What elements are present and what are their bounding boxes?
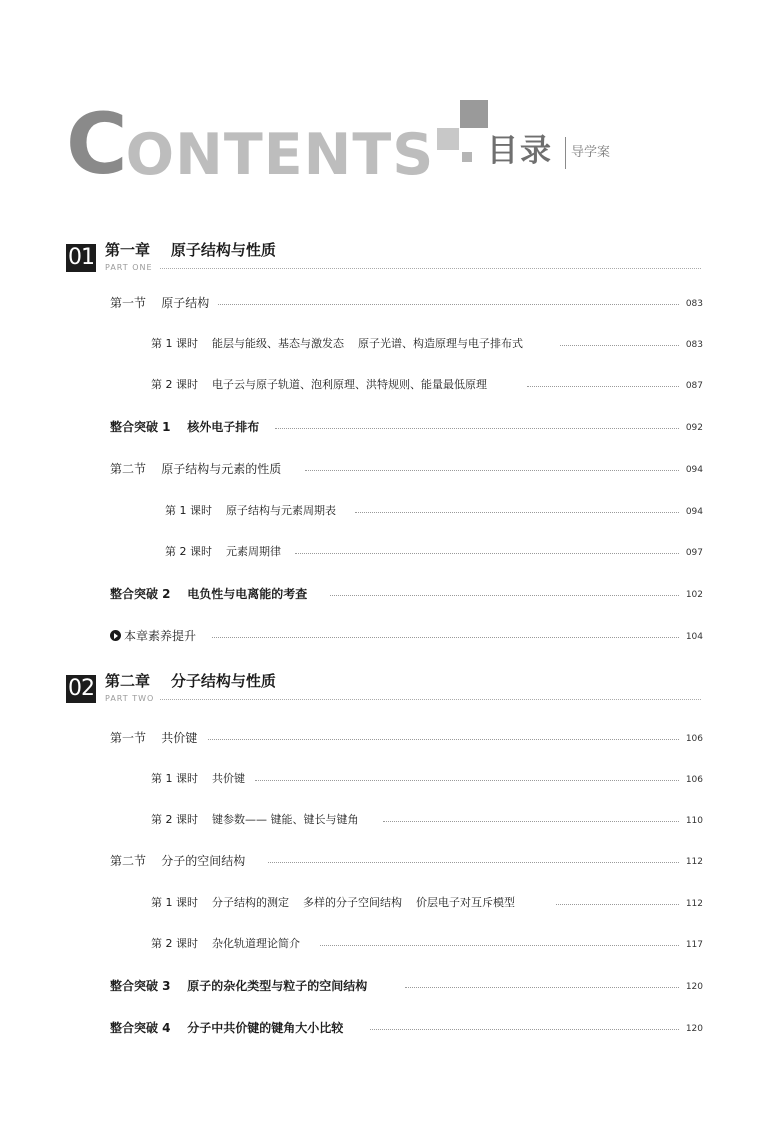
page-number: 106 (685, 734, 703, 744)
page-number: 106 (685, 775, 703, 785)
mulu-title: 目录 (487, 133, 553, 169)
dotted-leader (268, 862, 679, 863)
page-number: 092 (685, 423, 703, 433)
toc-label: 第 2 课时 杂化轨道理论简介 (151, 935, 306, 953)
contents-header (0, 0, 771, 200)
toc-section[interactable] (0, 294, 771, 312)
chapter-header (0, 672, 771, 711)
decor-square-dark (460, 100, 488, 128)
chapter-title[interactable]: 第二章 分子结构与性质 (105, 672, 276, 690)
toc-label: 整合突破 3 原子的杂化类型与粒子的空间结构 (110, 977, 373, 995)
toc-label: 第 1 课时 原子结构与元素周期表 (165, 502, 342, 520)
toc-label: 第二节 分子的空间结构 (110, 852, 251, 870)
chapter-part-label: PART ONE (105, 263, 153, 272)
page-number: 120 (685, 1024, 703, 1034)
contents-title (66, 95, 435, 193)
page-number: 112 (685, 857, 703, 867)
page-number: 083 (685, 340, 703, 350)
page-number: 094 (685, 465, 703, 475)
dotted-leader (212, 637, 679, 638)
page-number: 120 (685, 982, 703, 992)
dotted-leader (208, 739, 679, 740)
contents-initial: C (66, 95, 126, 193)
chapter-header (0, 241, 771, 280)
toc-label: 第 2 课时 键参数—— 键能、键长与键角 (151, 811, 364, 829)
dotted-leader (527, 386, 679, 387)
decor-square-light (437, 128, 459, 150)
play-circle-icon (110, 630, 121, 641)
contents-rest: ONTENTS (125, 122, 435, 188)
toc-label: 第 1 课时 能层与能级、基态与激发态 原子光谱、构造原理与电子排布式 (151, 335, 529, 353)
toc-integration[interactable] (0, 418, 771, 436)
dotted-leader (160, 699, 701, 700)
chapter-title[interactable]: 第一章 原子结构与性质 (105, 241, 276, 259)
page-number: 097 (685, 548, 703, 558)
toc-lesson[interactable] (0, 770, 771, 788)
page-number: 102 (685, 590, 703, 600)
toc-integration[interactable] (0, 1019, 771, 1037)
page-number: 104 (685, 632, 703, 642)
toc-label: 第 2 课时 电子云与原子轨道、泡利原理、洪特规则、能量最低原理 (151, 376, 493, 394)
toc-lesson[interactable] (0, 894, 771, 912)
toc-label: 本章素养提升 (124, 629, 197, 643)
page-number: 117 (685, 940, 703, 950)
header-subtitle: 导学案 (571, 145, 611, 160)
header-divider (565, 137, 566, 169)
page-number: 112 (685, 899, 703, 909)
toc-lesson[interactable] (0, 935, 771, 953)
toc-lesson[interactable] (0, 376, 771, 394)
toc-lesson[interactable] (0, 811, 771, 829)
toc-label: 第 2 课时 元素周期律 (165, 543, 287, 561)
dotted-leader (405, 987, 679, 988)
dotted-leader (295, 553, 679, 554)
toc-label: 整合突破 2 电负性与电离能的考查 (110, 585, 313, 603)
toc-lesson[interactable] (0, 335, 771, 353)
toc-integration[interactable] (0, 585, 771, 603)
toc-section[interactable] (0, 729, 771, 747)
toc-label: 第一节 原子结构 (110, 294, 215, 312)
dotted-leader (160, 268, 701, 269)
dotted-leader (218, 304, 679, 305)
toc-label: 第二节 原子结构与元素的性质 (110, 460, 287, 478)
toc-integration[interactable] (0, 977, 771, 995)
toc-section[interactable] (0, 852, 771, 870)
page-number: 087 (685, 381, 703, 391)
toc-label: 第 1 课时 分子结构的测定 多样的分子空间结构 价层电子对互斥模型 (151, 894, 521, 912)
chapter-part-label: PART TWO (105, 694, 155, 703)
toc-label: 整合突破 1 核外电子排布 (110, 418, 265, 436)
toc-lesson[interactable] (0, 502, 771, 520)
dotted-leader (255, 780, 679, 781)
toc-chapter-review[interactable] (0, 627, 771, 645)
dotted-leader (560, 345, 679, 346)
dotted-leader (330, 595, 679, 596)
dotted-leader (355, 512, 679, 513)
toc-section[interactable] (0, 460, 771, 478)
page-number: 083 (685, 299, 703, 309)
toc-label: 第一节 共价键 (110, 729, 203, 747)
toc-lesson[interactable] (0, 543, 771, 561)
page-number: 110 (685, 816, 703, 826)
chapter-number: 02 (68, 676, 94, 701)
dotted-leader (275, 428, 679, 429)
dotted-leader (556, 904, 679, 905)
decor-square-small (462, 152, 472, 162)
dotted-leader (383, 821, 679, 822)
dotted-leader (370, 1029, 679, 1030)
toc-label: 第 1 课时 共价键 (151, 770, 251, 788)
dotted-leader (305, 470, 679, 471)
chapter-number: 01 (68, 245, 94, 270)
dotted-leader (320, 945, 679, 946)
page-number: 094 (685, 507, 703, 517)
toc-label: 整合突破 4 分子中共价键的键角大小比较 (110, 1019, 349, 1037)
